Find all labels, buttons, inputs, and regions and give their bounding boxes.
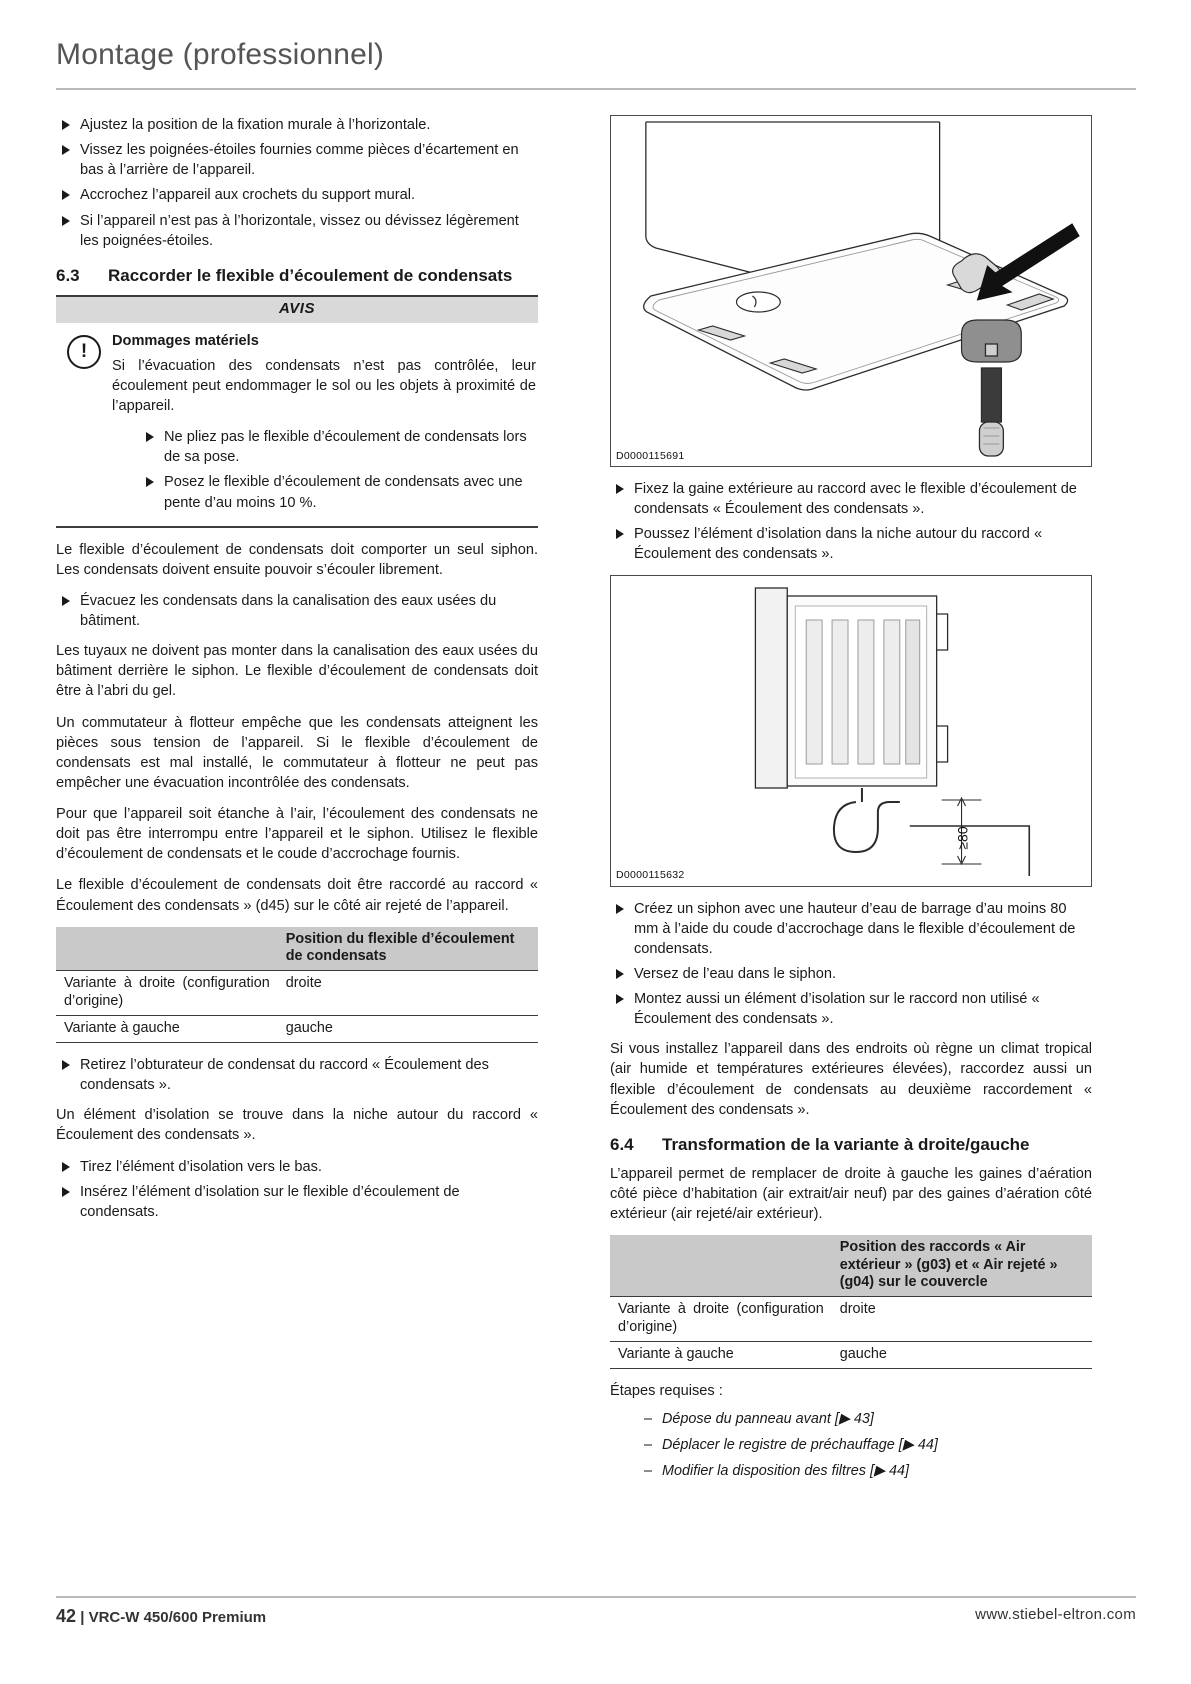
section-heading-6-4 (610, 1134, 1092, 1155)
section-number: 6.3 (56, 265, 80, 285)
table-row (610, 1341, 1092, 1368)
bullets-after-figure-1 (610, 479, 1092, 565)
footer-divider (56, 1596, 1136, 1598)
bullet-evacuate (56, 591, 538, 631)
list-item: Évacuez les condensats dans la canalisation des eaux usées du bâtiment. (56, 591, 538, 631)
table-cell-variant: Variante à droite (configuration d’origine) (56, 971, 278, 1016)
figure-siphon-height (610, 575, 1092, 887)
header-divider (56, 88, 1136, 90)
list-item: – Dépose du panneau avant [▶ 43] (640, 1410, 1092, 1430)
page-number: 42 (56, 1606, 77, 1626)
footer-separator: | (80, 1609, 85, 1626)
table-header-position: Position des raccords « Air extérieur » (g03) et « Air rejeté » (g04) sur le couvercle (832, 1235, 1092, 1296)
table-cell-position: droite (832, 1297, 1092, 1342)
table-row (610, 1297, 1092, 1342)
list-item: Ajustez la position de la fixation murale à l’horizontale. (56, 115, 538, 135)
section-number: 6.4 (610, 1134, 634, 1154)
table-connector-position (610, 1235, 1092, 1369)
table-cell-position: gauche (278, 1015, 538, 1042)
notice-label: AVIS (56, 297, 538, 323)
table-condensate-hose-position (56, 927, 538, 1043)
section-title: Raccorder le flexible d’écoulement de condensats (108, 265, 513, 285)
list-item: Poussez l’élément d’isolation dans la niche autour du raccord « Écoulement des condensats ». (610, 524, 1092, 564)
table-cell-position: gauche (832, 1341, 1092, 1368)
paragraph: Un élément d’isolation se trouve dans la niche autour du raccord « Écoulement des condensats ». (56, 1107, 538, 1144)
notice-bullets (140, 427, 536, 513)
warning-exclamation-icon: ! (56, 331, 112, 518)
table-row (56, 971, 538, 1016)
table-cell-variant: Variante à gauche (610, 1341, 832, 1368)
table-row (56, 1015, 538, 1042)
notice-box (56, 295, 538, 528)
list-item: Versez de l’eau dans le siphon. (610, 964, 1092, 984)
paragraph: Si vous installez l’appareil dans des endroits où règne un climat tropical (air humide et températures extérieures élevées), raccordez aussi un flexible d’écoulement de condensats au deuxième raccordement « Écoulement des condensats ». (610, 1041, 1092, 1118)
figure-appliance-underside (610, 115, 1092, 467)
figure-code: D0000115632 (616, 869, 685, 882)
svg-text:≥80: ≥80 (954, 825, 971, 850)
right-column (610, 115, 1092, 1488)
table-header-position: Position du flexible d’écoulement de condensats (278, 927, 538, 971)
paragraph: Pour que l’appareil soit étanche à l’air, l’écoulement des condensats ne doit pas être interrompu entre l’appareil et le siphon. Utilisez le flexible d’écoulement de condensats et le coude d’accrochage fournis. (56, 806, 538, 863)
notice-heading: Dommages matériels (112, 332, 259, 349)
list-item: Accrochez l’appareil aux crochets du support mural. (56, 185, 538, 205)
top-instruction-list (56, 115, 538, 251)
bullets-after-figure-2 (610, 899, 1092, 1030)
figure-1-drawing (611, 116, 1091, 466)
list-item: Si l’appareil n’est pas à l’horizontale, vissez ou dévissez légèrement les poignées-étoiles. (56, 211, 538, 251)
left-column (56, 115, 538, 1232)
list-item: Tirez l’élément d’isolation vers le bas. (56, 1157, 538, 1177)
page-title: Montage (professionnel) (56, 38, 385, 71)
page-footer (56, 1606, 1136, 1627)
paragraph: Le flexible d’écoulement de condensats doit comporter un seul siphon. Les condensats doivent ensuite pouvoir s’écouler librement. (56, 541, 538, 578)
product-name: VRC-W 450/600 Premium (88, 1609, 267, 1626)
list-item: Vissez les poignées-étoiles fournies comme pièces d’écartement en bas à l’arrière de l’appareil. (56, 140, 538, 180)
notice-text: Si l’évacuation des condensats n’est pas contrôlée, leur écoulement peut endommager le sol ou les objets à proximité de l’appareil. (112, 357, 536, 415)
list-item: Montez aussi un élément d’isolation sur le raccord non utilisé « Écoulement des condensats ». (610, 989, 1092, 1029)
table-header-blank (610, 1235, 832, 1296)
figure-code: D0000115691 (616, 449, 685, 462)
section-title: Transformation de la variante à droite/gauche (662, 1134, 1030, 1154)
table-header-blank (56, 927, 278, 971)
list-item: Posez le flexible d’écoulement de condensats avec une pente d’au moins 10 %. (140, 472, 536, 512)
list-item: Insérez l’élément d’isolation sur le flexible d’écoulement de condensats. (56, 1182, 538, 1222)
paragraph: Le flexible d’écoulement de condensats doit être raccordé au raccord « Écoulement des condensats » (d45) sur le côté air rejeté de l’appareil. (56, 877, 538, 914)
list-item: – Modifier la disposition des filtres [▶ 44] (640, 1462, 1092, 1482)
steps-label: Étapes requises : (610, 1383, 723, 1400)
paragraph: L’appareil permet de remplacer de droite à gauche les gaines d’aération côté pièce d’habitation (air extrait/air neuf) par des gaines d’aération côté extérieur (air rejeté/air extérieur). (610, 1166, 1092, 1223)
list-item: Créez un siphon avec une hauteur d’eau de barrage d’au moins 80 mm à l’aide du coude d’accrochage dans le flexible d’écoulement de condensats. (610, 899, 1092, 959)
bullet-insulation-steps (56, 1157, 538, 1222)
table-cell-position: droite (278, 971, 538, 1016)
paragraph: Les tuyaux ne doivent pas monter dans la canalisation des eaux usées du bâtiment derrière le siphon. Le flexible d’écoulement de condensats doit être à l’abri du gel. (56, 643, 538, 700)
required-steps-list (640, 1410, 1092, 1482)
section-heading-6-3 (56, 265, 538, 286)
list-item: Retirez l’obturateur de condensat du raccord « Écoulement des condensats ». (56, 1055, 538, 1095)
bullet-remove-plug (56, 1055, 538, 1095)
list-item: – Déplacer le registre de préchauffage [▶ 44] (640, 1436, 1092, 1456)
footer-left (56, 1606, 266, 1627)
paragraph: Un commutateur à flotteur empêche que les condensats atteignent les pièces sous tension de l’appareil. Si le flexible d’écoulement de condensats est mal installé, le commutateur à flotteur ne peut pas empêcher une évacuation incontrôlée des condensats. (56, 714, 538, 791)
figure-2-drawing (611, 576, 1091, 886)
list-item: Fixez la gaine extérieure au raccord avec le flexible d’écoulement de condensats « Écoulement des condensats ». (610, 479, 1092, 519)
table-cell-variant: Variante à droite (configuration d’origine) (610, 1297, 832, 1342)
footer-website: www.stiebel-eltron.com (975, 1606, 1136, 1623)
list-item: Ne pliez pas le flexible d’écoulement de condensats lors de sa pose. (140, 427, 536, 467)
table-cell-variant: Variante à gauche (56, 1015, 278, 1042)
